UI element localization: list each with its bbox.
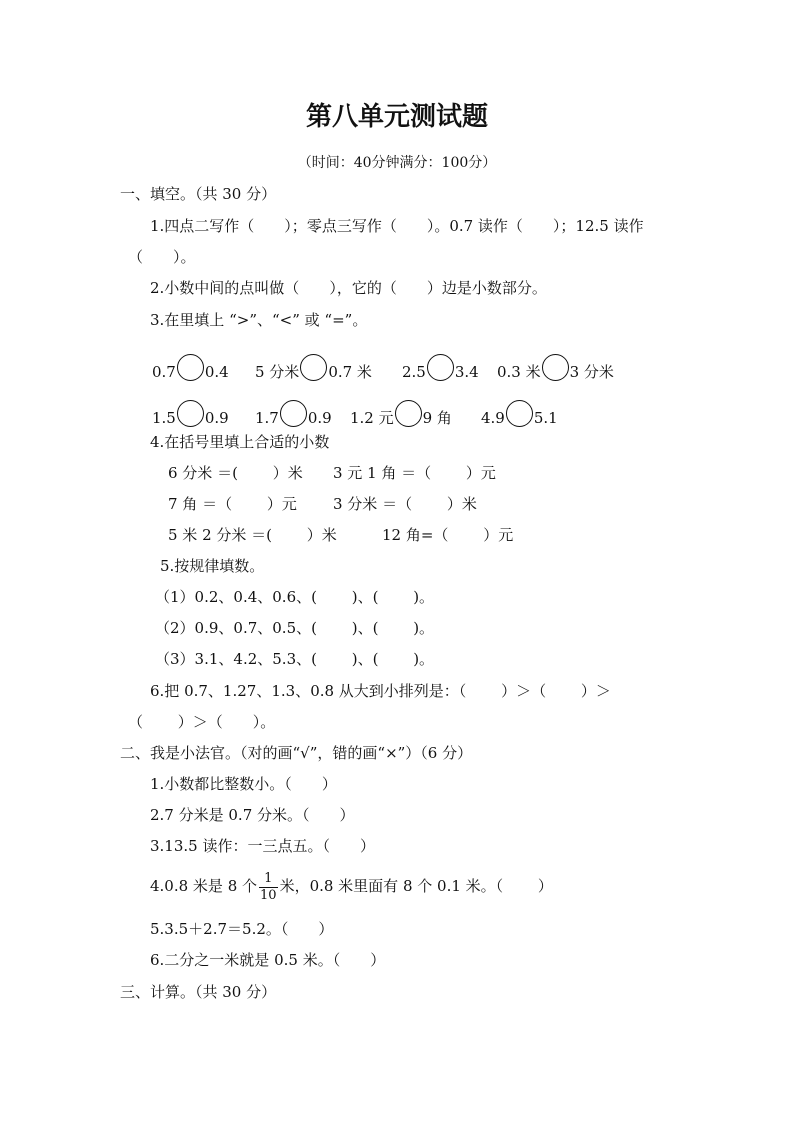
sequence-item: （3）3.1、4.2、5.3、( )、( )。 xyxy=(155,650,435,668)
question-4: 4.在括号里填上合适的小数 xyxy=(150,433,330,451)
compare-circle[interactable] xyxy=(177,354,204,381)
compare-circle[interactable] xyxy=(280,400,307,427)
compare-right: 0.4 xyxy=(204,363,229,381)
compare-item xyxy=(481,400,558,428)
question-2: 2.小数中间的点叫做（ ），它的（ ）边是小数部分。 xyxy=(150,279,547,297)
judge-item: 3.13.5 读作：一三点五。（ ） xyxy=(150,837,375,855)
compare-left: 1.5 xyxy=(152,409,176,427)
section-heading-fill-blank: 一、填空。（共 30 分） xyxy=(120,185,277,203)
judge-text-after: 米，0.8 米里面有 8 个 0.1 米。（ ） xyxy=(279,877,553,895)
question-3: 3.在里填上 “>”、“<” 或 “=”。 xyxy=(150,311,368,329)
compare-item xyxy=(152,354,229,382)
compare-right: 9 角 xyxy=(422,409,452,427)
compare-left: 1.7 xyxy=(255,409,279,427)
compare-right: 0.9 xyxy=(204,409,229,427)
fraction xyxy=(259,871,278,904)
compare-item xyxy=(152,400,229,428)
judge-text-before: 4.0.8 米是 8 个 xyxy=(150,877,258,895)
judge-item-fraction xyxy=(150,866,553,906)
compare-left: 0.7 xyxy=(152,363,176,381)
section-heading-judge: 二、我是小法官。（对的画“√”，错的画“×”）（6 分） xyxy=(120,744,473,762)
compare-left: 2.5 xyxy=(402,363,426,381)
compare-left: 4.9 xyxy=(481,409,505,427)
compare-item xyxy=(255,354,372,382)
sequence-item: （2）0.9、0.7、0.5、( )、( )。 xyxy=(155,619,435,637)
question-6-line-1: 6.把 0.7、1.27、1.3、0.8 从大到小排列是：（ ）＞（ ）＞ xyxy=(150,682,611,700)
compare-item xyxy=(402,354,479,382)
conversion-item: 5 米 2 分米 ＝( ）米 xyxy=(168,526,337,544)
page-subtitle: （时间：40分钟满分：100分） xyxy=(297,155,497,171)
compare-circle[interactable] xyxy=(177,400,204,427)
compare-left: 0.3 米 xyxy=(497,363,541,381)
compare-circle[interactable] xyxy=(300,354,327,381)
judge-item: 2.7 分米是 0.7 分米。（ ） xyxy=(150,806,355,824)
conversion-item: 12 角=（ ）元 xyxy=(382,526,514,544)
compare-left: 5 分米 xyxy=(255,363,300,381)
section-heading-calculate: 三、计算。（共 30 分） xyxy=(120,983,277,1001)
compare-item xyxy=(497,354,614,382)
question-1-line-1: 1.四点二写作（ ）；零点三写作（ ）。0.7 读作（ ）；12.5 读作 xyxy=(150,217,644,235)
question-5: 5.按规律填数。 xyxy=(160,557,265,575)
compare-right: 0.9 xyxy=(307,409,332,427)
question-1-line-2: （ ）。 xyxy=(128,248,196,266)
question-6-line-2: （ ）＞（ ）。 xyxy=(128,713,276,731)
conversion-item: 3 分米 ＝（ ）米 xyxy=(333,495,477,513)
judge-item: 6.二分之一米就是 0.5 米。（ ） xyxy=(150,951,386,969)
compare-circle[interactable] xyxy=(506,400,533,427)
fraction-numerator: 1 xyxy=(259,871,278,888)
compare-right: 3.4 xyxy=(454,363,479,381)
judge-item: 1.小数都比整数小。（ ） xyxy=(150,775,337,793)
sequence-item: （1）0.2、0.4、0.6、( )、( )。 xyxy=(155,588,435,606)
compare-right: 3 分米 xyxy=(569,363,614,381)
compare-right: 5.1 xyxy=(533,409,558,427)
compare-item xyxy=(350,400,452,428)
compare-circle[interactable] xyxy=(427,354,454,381)
compare-circle[interactable] xyxy=(542,354,569,381)
judge-item: 5.3.5＋2.7＝5.2。（ ） xyxy=(150,920,334,938)
compare-right: 0.7 米 xyxy=(328,363,372,381)
compare-left: 1.2 元 xyxy=(350,409,394,427)
compare-circle[interactable] xyxy=(395,400,422,427)
conversion-item: 3 元 1 角 ＝（ ）元 xyxy=(333,464,496,482)
conversion-item: 7 角 ＝（ ）元 xyxy=(168,495,297,513)
conversion-item: 6 分米 ＝( ）米 xyxy=(168,464,303,482)
page-title: 第八单元测试题 xyxy=(305,102,488,132)
fraction-denominator: 10 xyxy=(260,887,277,903)
compare-item xyxy=(255,400,332,428)
